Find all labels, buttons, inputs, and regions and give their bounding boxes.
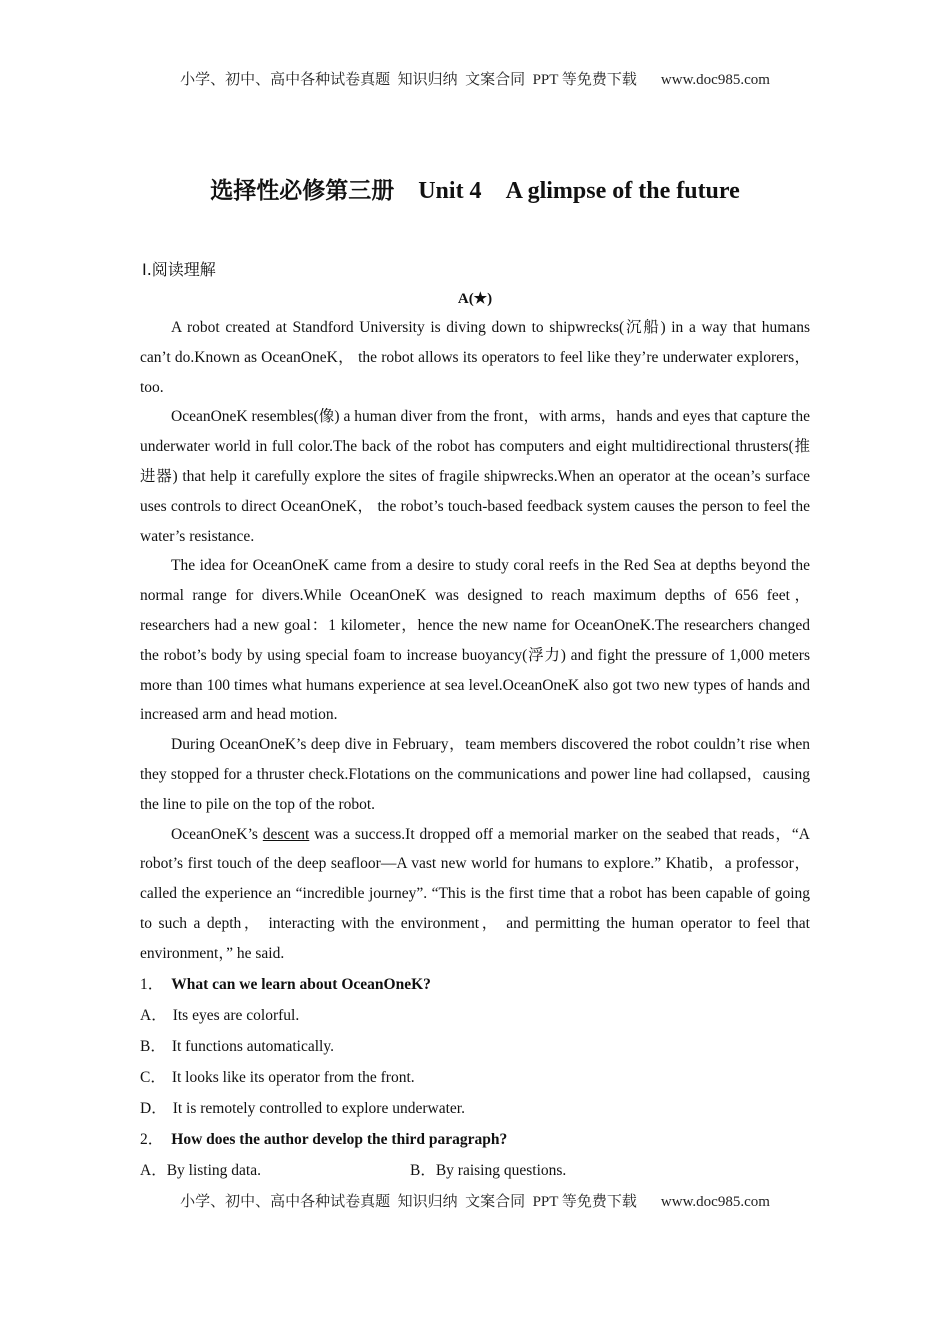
paragraph-1: A robot created at Standford University is diving down to shipwrecks(沉船) in a way that humans can’t do.Known as OceanOneK， the robot allows its operators to feel like they’re underwater explorers，too.	[140, 319, 810, 396]
question-number: 2．	[140, 1130, 164, 1148]
header-url: www.doc985.com	[660, 72, 770, 88]
passage-label: A(★)	[457, 291, 493, 307]
p5-before: OceanOneK’s	[171, 825, 263, 843]
option-letter: A．	[140, 1006, 167, 1024]
question-1	[140, 969, 810, 1000]
page-footer	[0, 1190, 950, 1211]
question-2	[140, 1124, 810, 1155]
option-letter: D．	[140, 1099, 167, 1117]
option-text: It functions automatically.	[171, 1037, 334, 1055]
underlined-word: descent	[262, 825, 310, 843]
option-text: By listing data.	[166, 1161, 261, 1179]
option-1d[interactable]	[140, 1093, 810, 1124]
option-text: It is remotely controlled to explore underwater.	[172, 1099, 465, 1117]
question-stem: How does the author develop the third paragraph?	[171, 1130, 508, 1148]
option-text: It looks like its operator from the front.	[171, 1068, 415, 1086]
option-letter: C．	[140, 1068, 166, 1086]
section-heading: Ⅰ.阅读理解	[142, 260, 216, 279]
paragraph-4: During OceanOneK’s deep dive in February，team members discovered the robot couldn’t rise when they stopped for a thruster check.Flotations on the communications and power line had collapsed，causing the line to pile on the top of the robot.	[140, 736, 810, 813]
page-title	[0, 172, 950, 205]
question-2-options	[140, 1155, 810, 1186]
passage-content	[140, 313, 810, 1186]
option-1a[interactable]	[140, 1000, 810, 1031]
option-2b[interactable]	[410, 1155, 680, 1186]
option-text: Its eyes are colorful.	[172, 1006, 300, 1024]
paragraph-3: The idea for OceanOneK came from a desire to study coral reefs in the Red Sea at depths beyond the normal range for divers.While OceanOneK was designed to reach maximum depths of 656 feet，researchers had a new goal：1 kilometer，hence the new name for OceanOneK.The researchers changed the robot’s body by using special foam to increase buoyancy(浮力) and fight the pressure of 1,000 meters more than 100 times what humans experience at sea level.OceanOneK also got two new types of hands and increased arm and head motion.	[140, 557, 810, 724]
title-unit: Unit 4	[418, 178, 482, 204]
paragraph-2: OceanOneK resembles(像) a human diver from the front，with arms，hands and eyes that capture the underwater world in full color.The back of the robot has computers and eight multidirectional thrusters(推进器) that help it carefully explore the sites of fragile shipwrecks.When an operator at the ocean’s surface uses controls to direct OceanOneK， the robot’s touch-based feedback system causes the person to feel the water’s resistance.	[140, 408, 810, 545]
option-2a[interactable]	[140, 1155, 410, 1186]
header-text: 小学、初中、高中各种试卷真题 知识归纳 文案合同 PPT 等免费下载	[180, 72, 637, 88]
title-topic: A glimpse of the future	[505, 178, 740, 204]
footer-url: www.doc985.com	[660, 1194, 770, 1210]
title-book: 选择性必修第三册	[210, 178, 395, 204]
option-1b[interactable]	[140, 1031, 810, 1062]
option-letter: A．	[140, 1161, 167, 1179]
option-text: By raising questions.	[435, 1161, 567, 1179]
p5-after: was a success.It dropped off a memorial marker on the seabed that reads，“A robot’s first touch of the deep seafloor—A vast new world for humans to explore.” Khatib，a professor，called the experience an “incredible journey”. “This is the first time that a robot has been capable of going to such a depth， interacting with the environment， and permitting the human operator to feel that environment，” he said.	[140, 825, 810, 962]
option-letter: B．	[140, 1037, 166, 1055]
question-stem: What can we learn about OceanOneK?	[171, 975, 431, 993]
paragraph-5	[140, 820, 810, 969]
page-header	[0, 68, 950, 89]
option-letter: B．	[410, 1161, 436, 1179]
footer-text: 小学、初中、高中各种试卷真题 知识归纳 文案合同 PPT 等免费下载	[180, 1194, 637, 1210]
option-1c[interactable]	[140, 1062, 810, 1093]
question-number: 1．	[140, 975, 164, 993]
